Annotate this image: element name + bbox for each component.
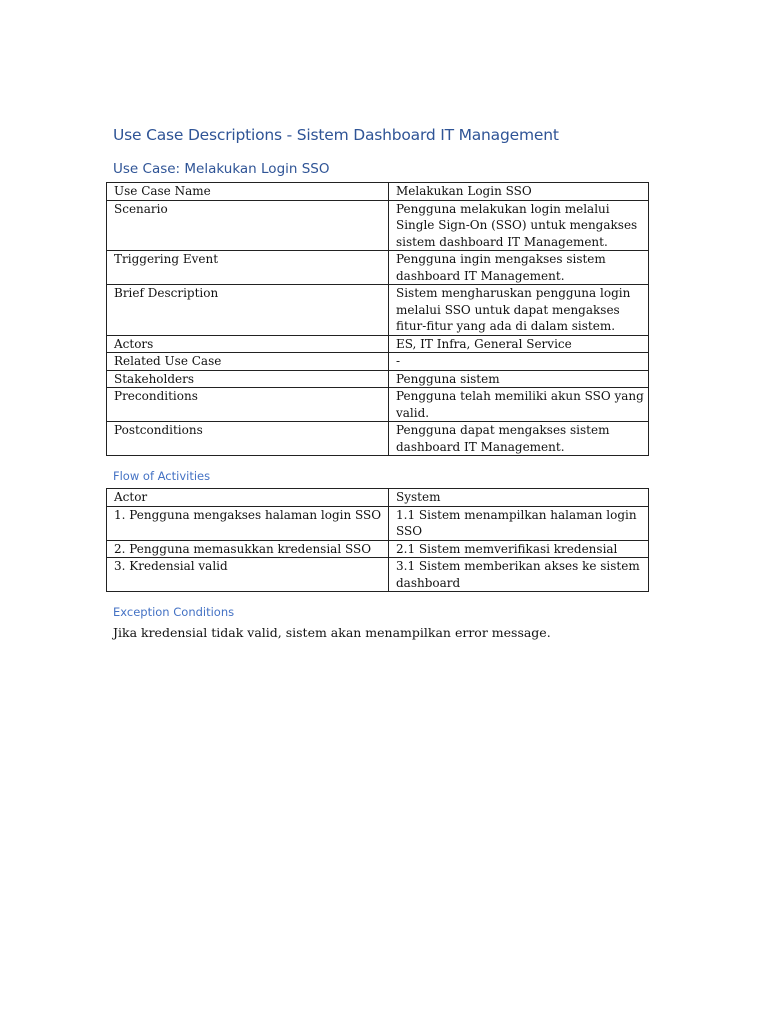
field-label: Use Case Name bbox=[107, 183, 389, 201]
field-value: ES, IT Infra, General Service bbox=[389, 335, 649, 353]
actor-step: 2. Pengguna memasukkan kredensial SSO bbox=[107, 540, 389, 558]
document-page bbox=[106, 124, 649, 642]
table-row bbox=[107, 200, 649, 251]
actor-step: 1. Pengguna mengakses halaman login SSO bbox=[107, 506, 389, 540]
flow-table bbox=[106, 488, 649, 592]
field-value: Pengguna dapat mengakses sistem dashboard IT Management. bbox=[389, 422, 649, 456]
system-step: 2.1 Sistem memverifikasi kredensial bbox=[389, 540, 649, 558]
field-value: Melakukan Login SSO bbox=[389, 183, 649, 201]
table-row bbox=[107, 285, 649, 336]
field-value: Pengguna telah memiliki akun SSO yang valid. bbox=[389, 388, 649, 422]
field-label: Postconditions bbox=[107, 422, 389, 456]
field-label: Brief Description bbox=[107, 285, 389, 336]
table-row bbox=[107, 183, 649, 201]
table-row bbox=[107, 506, 649, 540]
table-row bbox=[107, 370, 649, 388]
actor-step: 3. Kredensial valid bbox=[107, 558, 389, 592]
system-step: 1.1 Sistem menampilkan halaman login SSO bbox=[389, 506, 649, 540]
field-label: Preconditions bbox=[107, 388, 389, 422]
table-row bbox=[107, 388, 649, 422]
table-row bbox=[107, 353, 649, 371]
field-label: Scenario bbox=[107, 200, 389, 251]
field-label: Actors bbox=[107, 335, 389, 353]
field-value: Pengguna ingin mengakses sistem dashboard IT Management. bbox=[389, 251, 649, 285]
exception-text: Jika kredensial tidak valid, sistem akan menampilkan error message. bbox=[113, 625, 551, 640]
field-label: Related Use Case bbox=[107, 353, 389, 371]
table-row bbox=[107, 422, 649, 456]
system-column-header: System bbox=[389, 489, 649, 507]
field-value: - bbox=[389, 353, 649, 371]
table-row bbox=[107, 558, 649, 592]
table-row bbox=[107, 489, 649, 507]
flow-heading: Flow of Activities bbox=[113, 469, 211, 483]
field-value: Pengguna melakukan login melalui Single Sign-On (SSO) untuk mengakses sistem dashboard IT Management. bbox=[389, 200, 649, 251]
field-value: Pengguna sistem bbox=[389, 370, 649, 388]
table-row bbox=[107, 540, 649, 558]
field-label: Triggering Event bbox=[107, 251, 389, 285]
use-case-table bbox=[106, 182, 649, 456]
field-label: Stakeholders bbox=[107, 370, 389, 388]
document-title: Use Case Descriptions - Sistem Dashboard IT Management bbox=[113, 126, 559, 144]
exception-heading: Exception Conditions bbox=[113, 605, 235, 619]
field-value: Sistem mengharuskan pengguna login melalui SSO untuk dapat mengakses fitur-fitur yang ada di dalam sistem. bbox=[389, 285, 649, 336]
actor-column-header: Actor bbox=[107, 489, 389, 507]
system-step: 3.1 Sistem memberikan akses ke sistem dashboard bbox=[389, 558, 649, 592]
use-case-heading: Use Case: Melakukan Login SSO bbox=[113, 161, 330, 177]
table-row bbox=[107, 251, 649, 285]
table-row bbox=[107, 335, 649, 353]
